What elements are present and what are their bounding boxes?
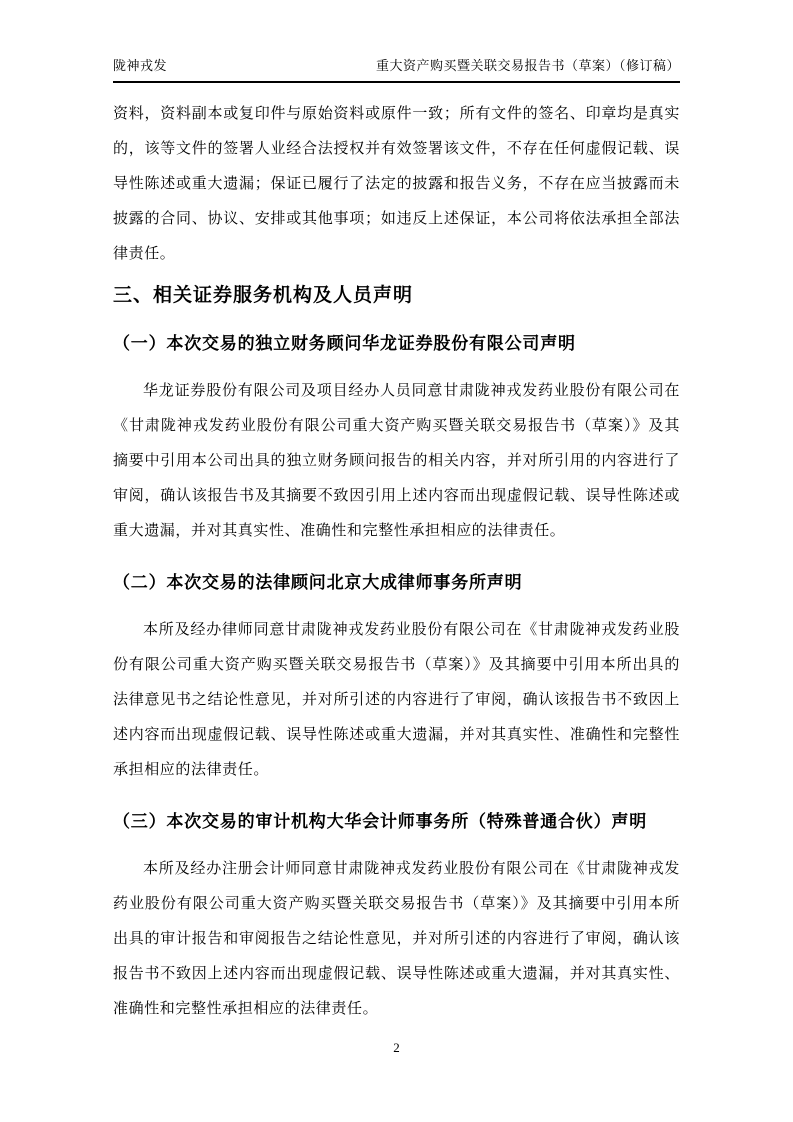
section-heading: 三、相关证券服务机构及人员声明 [113,285,414,306]
header-report-title: 重大资产购买暨关联交易报告书（草案）（修订稿） [375,58,680,73]
subsection-financial-advisor [113,324,680,549]
page-header [113,55,680,83]
subsection-title-legal-counsel: （二）本次交易的法律顾问北京大成律师事务所声明 [113,573,523,592]
page-number: 2 [393,1040,400,1055]
subsection-body-auditor: 本所及经办注册会计师同意甘肃陇神戎发药业股份有限公司在《甘肃陇神戎发药业股份有限公司重大资产购买暨关联交易报告书（草案）》及其摘要中引用本所出具的审计报告和审阅报告之结论性意见，并对所引述的内容进行了审阅，确认该报告书不致因上述内容而出现虚假记载、误导性陈述或重大遗漏，并对其真实性、准确性和完整性承担相应的法律责任。 [113,861,680,1017]
subsection-legal-counsel [113,563,680,788]
page-footer [113,1039,680,1057]
subsection-body-legal-counsel: 本所及经办律师同意甘肃陇神戎发药业股份有限公司在《甘肃陇神戎发药业股份有限公司重大资产购买暨关联交易报告书（草案）》及其摘要中引用本所出具的法律意见书之结论性意见，并对所引述的内容进行了审阅，确认该报告书不致因上述内容而出现虚假记载、误导性陈述或重大遗漏，并对其真实性、准确性和完整性承担相应的法律责任。 [113,622,680,778]
header-company-name: 陇神戎发 [113,58,168,73]
subsection-body-financial-advisor: 华龙证券股份有限公司及项目经办人员同意甘肃陇神戎发药业股份有限公司在《甘肃陇神戎发药业股份有限公司重大资产购买暨关联交易报告书（草案）》及其摘要中引用本公司出具的独立财务顾问报告的相关内容，并对所引用的内容进行了审阅，确认该报告书及其摘要不致因引用上述内容而出现虚假记载、误导性陈述或重大遗漏，并对其真实性、准确性和完整性承担相应的法律责任。 [113,383,680,539]
subsection-title-financial-advisor: （一）本次交易的独立财务顾问华龙证券股份有限公司声明 [113,334,576,353]
subsection-auditor [113,802,680,1027]
intro-paragraph: 资料，资料副本或复印件与原始资料或原件一致；所有文件的签名、印章均是真实的，该等文件的签署人业经合法授权并有效签署该文件，不存在任何虚假记载、误导性陈述或重大遗漏；保证已履行了法定的披露和报告义务，不存在应当披露而未披露的合同、协议、安排或其他事项；如违反上述保证，本公司将依法承担全部法律责任。 [113,106,680,262]
subsection-title-auditor: （三）本次交易的审计机构大华会计师事务所（特殊普通合伙）声明 [113,812,647,831]
